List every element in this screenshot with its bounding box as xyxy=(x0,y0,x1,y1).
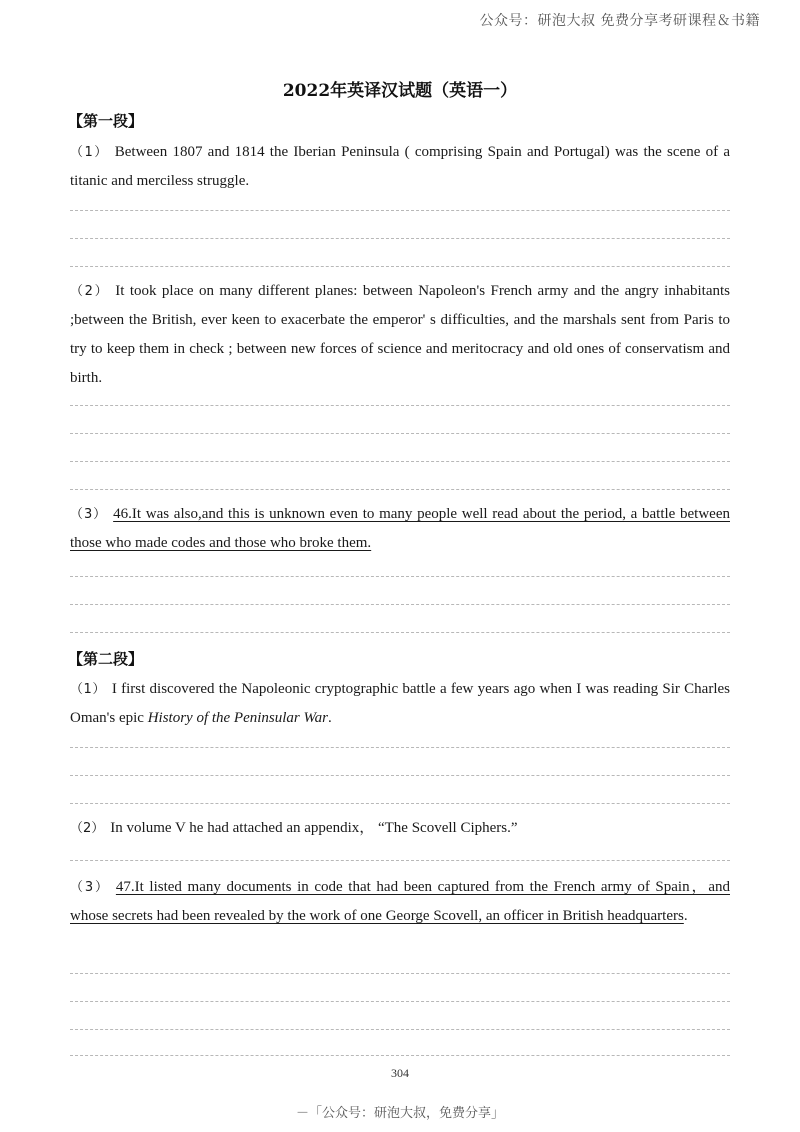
answer-line xyxy=(70,576,730,577)
paragraph-text: It took place on many different planes: between Napoleon's French army and the angry inhabitants ;between the British, ever keen to exacerbate the emperor' s difficulties, and the marshals sent from Paris to try to keep them in check ; between new forces of science and meritocracy and old ones of conservatism and birth. xyxy=(70,283,730,386)
paragraph-text-underlined: 46.It was also,and this is unknown even to many people well read about the period, a battle between those who made codes and those who broke them. xyxy=(70,506,730,551)
section-heading-1: 【第一段】 xyxy=(68,112,144,130)
answer-line xyxy=(70,1001,730,1002)
answer-line xyxy=(70,489,730,490)
paragraph-1-1 xyxy=(70,138,730,196)
answer-line xyxy=(70,238,730,239)
answer-line xyxy=(70,604,730,605)
answer-line xyxy=(70,461,730,462)
page-title: 2022年英译汉试题（英语一） xyxy=(282,81,518,101)
paragraph-number: （2） xyxy=(70,284,110,299)
paragraph-number: （2） xyxy=(70,821,105,836)
paragraph-2-2 xyxy=(70,814,730,843)
paragraph-1-3 xyxy=(70,500,730,558)
paragraph-text: In volume V he had attached an appendix， “The Scovell Ciphers.” xyxy=(110,820,518,836)
paragraph-text: I first discovered the Napoleonic cryptographic battle a few years ago when I was reading Sir Charles Oman's epic xyxy=(70,681,730,726)
paragraph-text-underlined: 47.It listed many documents in code that had been captured from the French army of Spain，and whose secrets had been revealed by the work of one George Scovell, an officer in British headquarters xyxy=(70,879,730,924)
answer-line xyxy=(70,860,730,861)
paragraph-number: （3） xyxy=(70,880,110,895)
answer-line xyxy=(70,433,730,434)
paragraph-text: Between 1807 and 1814 the Iberian Peninsula ( comprising Spain and Portugal) was the scene of a titanic and merciless struggle. xyxy=(70,144,730,189)
answer-line xyxy=(70,1055,730,1056)
answer-line xyxy=(70,632,730,633)
answer-line xyxy=(70,210,730,211)
answer-line xyxy=(70,1029,730,1030)
paragraph-number: （1） xyxy=(70,682,106,697)
paragraph-text-end: . xyxy=(683,908,688,924)
header-watermark: 公众号：研泡大叔 免费分享考研课程＆书籍 xyxy=(479,13,760,29)
paragraph-text-end: . xyxy=(327,710,332,726)
paragraph-2-3 xyxy=(70,873,730,931)
paragraph-number: （3） xyxy=(70,507,108,522)
answer-line xyxy=(70,266,730,267)
answer-line xyxy=(70,803,730,804)
section-heading-2: 【第二段】 xyxy=(68,650,144,668)
paragraph-2-1 xyxy=(70,675,730,733)
page-number: 304 xyxy=(391,1066,409,1080)
answer-line xyxy=(70,775,730,776)
answer-line xyxy=(70,405,730,406)
paragraph-1-2 xyxy=(70,277,730,393)
paragraph-number: （1） xyxy=(70,145,109,160)
answer-line xyxy=(70,747,730,748)
answer-line xyxy=(70,973,730,974)
footer-watermark: －「公众号：研泡大叔，免费分享」 xyxy=(295,1106,504,1121)
book-title: History of the Peninsular War xyxy=(147,710,328,726)
